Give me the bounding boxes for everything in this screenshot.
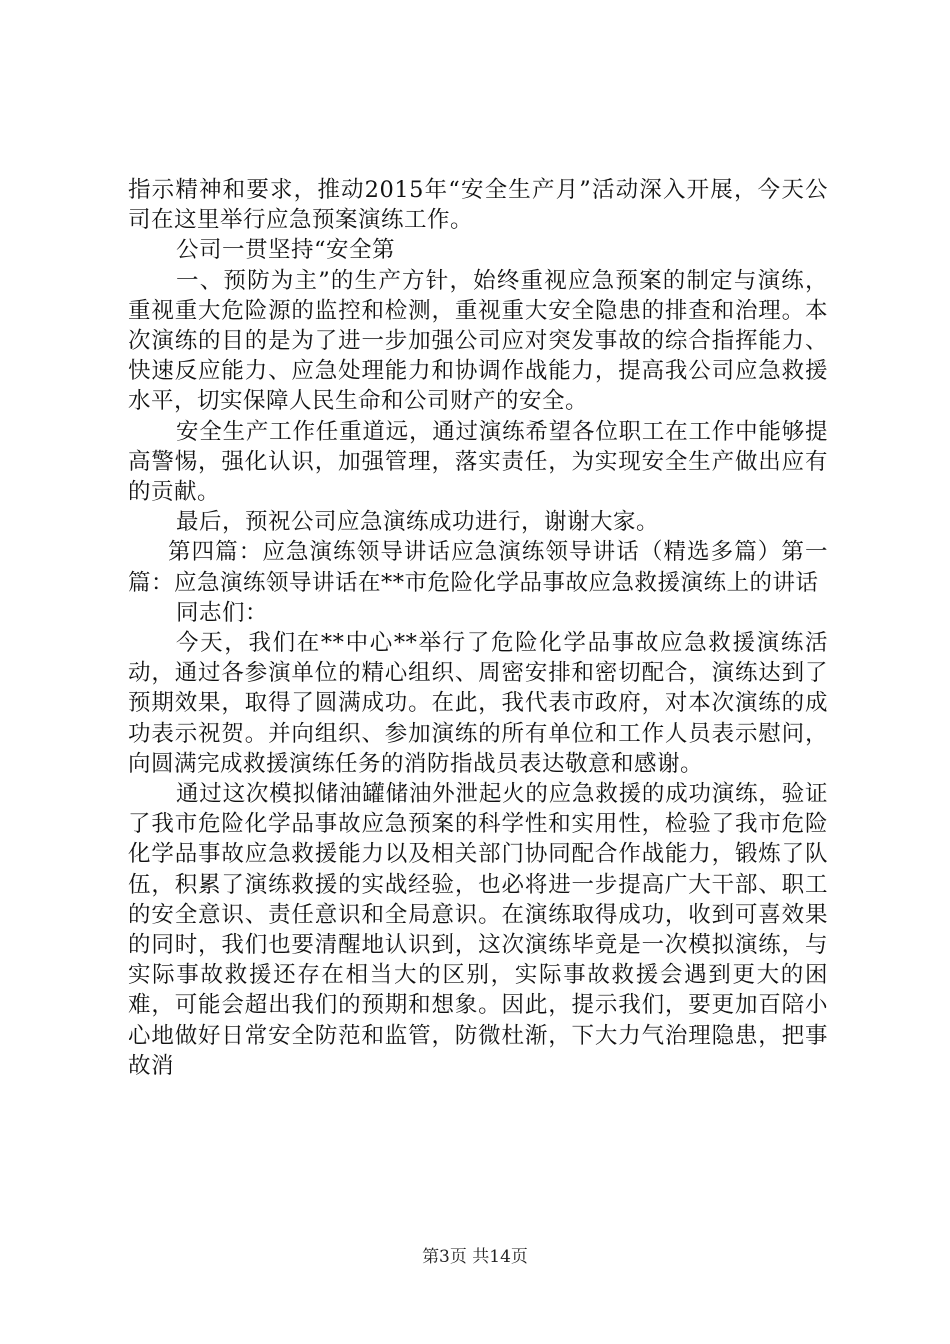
page-number-footer: 第3页 共14页 [422, 1247, 528, 1267]
paragraph-6: 今天，我们在**中心**举行了危险化学品事故应急救援演练活动，通过各参演单位的精心组织、周密安排和密切配合，演练达到了预期效果，取得了圆满成功。在此，我代表市政府，对本次演练的成功表示祝贺。并向组织、参加演练的所有单位和工作人员表示慰问，向圆满完成救援演练任务的消防指战员表达敬意和感谢。 [128, 630, 828, 777]
paragraph-5: 最后，预祝公司应急演练成功进行，谢谢大家。 [176, 509, 660, 536]
salutation: 同志们： [176, 599, 269, 626]
paragraph-3: 一、预防为主”的生产方针，始终重视应急预案的制定与演练，重视重大危险源的监控和检测，重视重大安全隐患的排查和治理。本次演练的目的是为了进一步加强公司应对突发事故的综合指挥能力、快速反应能力、应急处理能力和协调作战能力，提高我公司应急救援水平，切实保障人民生命和公司财产的安全。 [128, 267, 828, 415]
document-body [128, 175, 828, 1081]
paragraph-4: 安全生产工作任重道远，通过演练希望各位职工在工作中能够提高警惕，强化认识，加强管理，落实责任，为实现安全生产做出应有的贡献。 [128, 418, 828, 506]
section-heading: 第四篇：应急演练领导讲话应急演练领导讲话（精选多篇）第一篇：应急演练领导讲话在**市危险化学品事故应急救援演练上的讲话 [128, 539, 828, 596]
paragraph-2: 公司一贯坚持“安全第 [176, 237, 396, 264]
paragraph-1: 指示精神和要求，推动2015年“安全生产月”活动深入开展，今天公司在这里举行应急预案演练工作。 [128, 177, 828, 234]
paragraph-7: 通过这次模拟储油罐储油外泄起火的应急救援的成功演练，验证了我市危险化学品事故应急预案的科学性和实用性，检验了我市危险化学品事故应急救援能力以及相关部门协同配合作战能力，锻炼了队伍，积累了演练救援的实战经验，也必将进一步提高广大干部、职工的安全意识、责任意识和全局意识。在演练取得成功，收到可喜效果的同时，我们也要清醒地认识到，这次演练毕竟是一次模拟演练，与实际事故救援还存在相当大的区别，实际事故救援会遇到更大的困难，可能会超出我们的预期和想象。因此，提示我们，要更加百陪小心地做好日常安全防范和监管，防微杜渐，下大力气治理隐患，把事故消 [128, 781, 828, 1079]
